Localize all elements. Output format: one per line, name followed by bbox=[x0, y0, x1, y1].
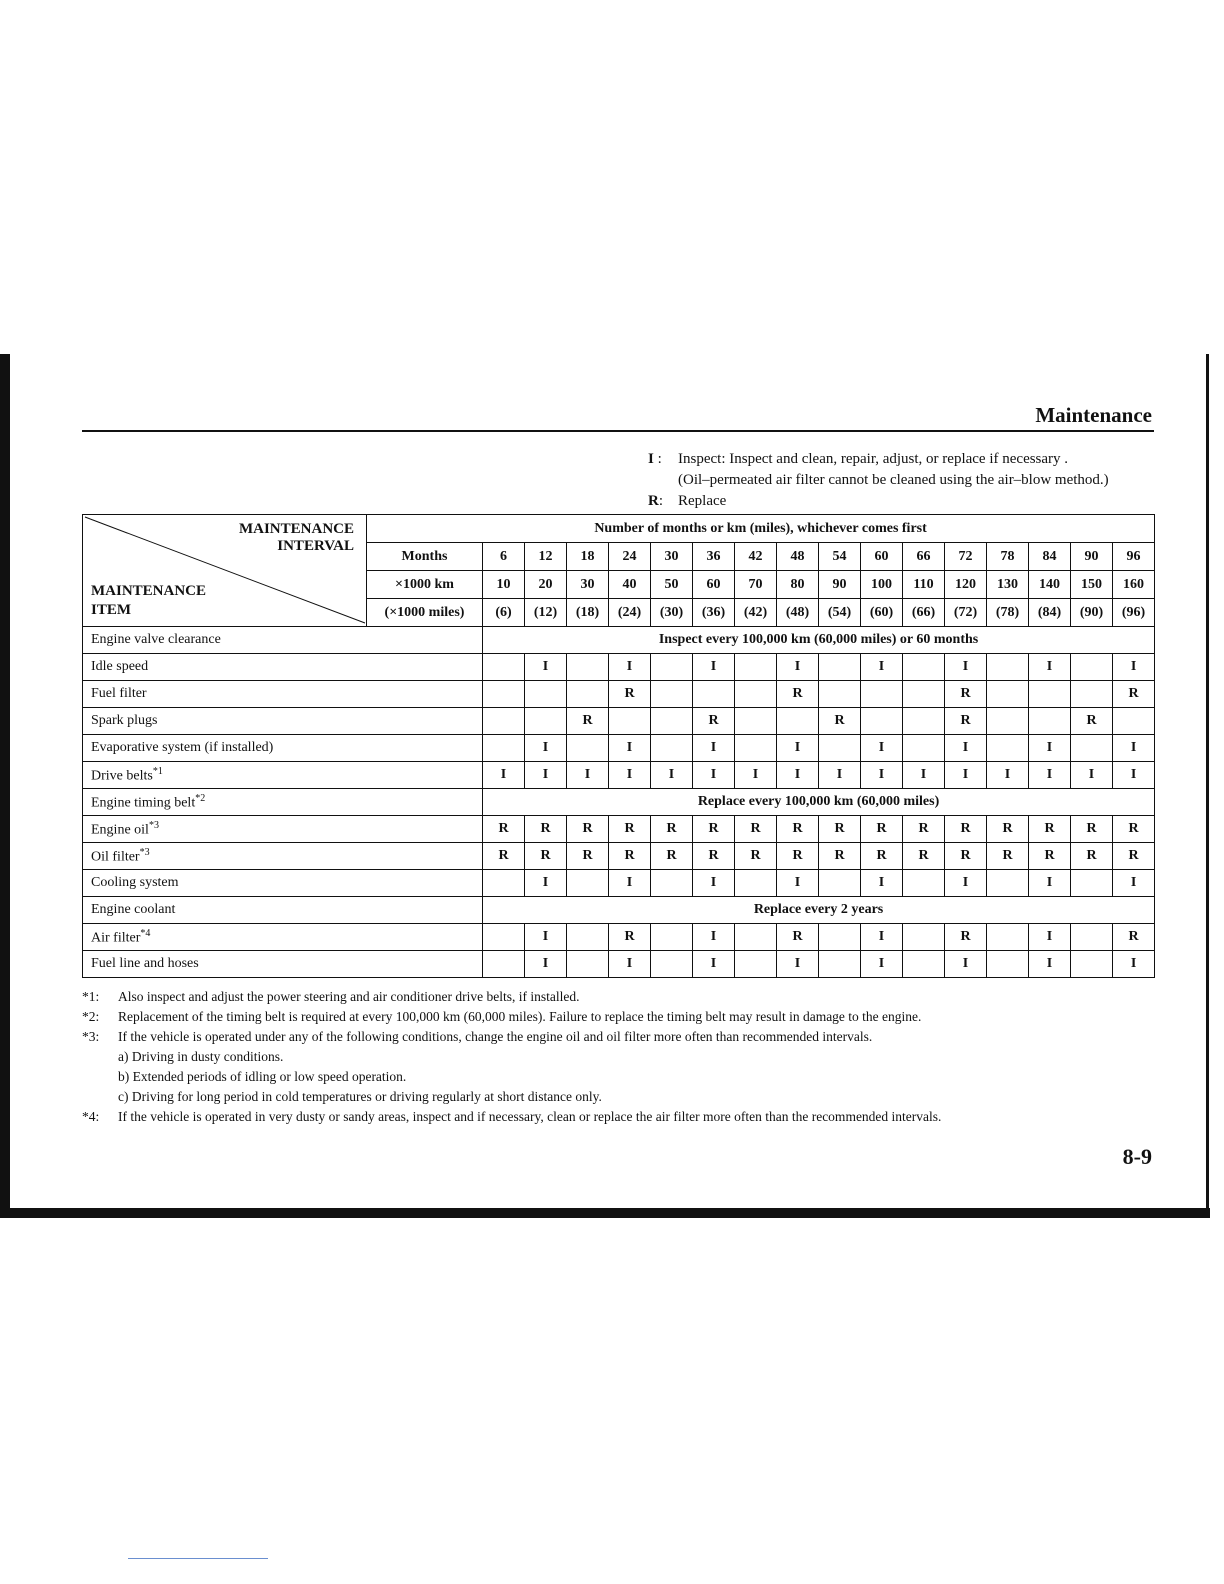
km-value: 70 bbox=[735, 571, 777, 599]
schedule-cell: R bbox=[609, 681, 651, 708]
schedule-cell: R bbox=[777, 681, 819, 708]
km-value: 10 bbox=[483, 571, 525, 599]
item-label: Evaporative system (if installed) bbox=[91, 740, 274, 755]
months-value: 54 bbox=[819, 543, 861, 571]
schedule-cell bbox=[861, 681, 903, 708]
schedule-cell bbox=[735, 735, 777, 762]
footnote-text: a) Driving in dusty conditions. bbox=[118, 1049, 284, 1064]
months-value: 24 bbox=[609, 543, 651, 571]
schedule-cell bbox=[735, 654, 777, 681]
schedule-cell: R bbox=[945, 681, 987, 708]
schedule-cell bbox=[819, 951, 861, 978]
months-value: 66 bbox=[903, 543, 945, 571]
page-left-border bbox=[0, 354, 10, 1218]
footnote-text: c) Driving for long period in cold temperatures or driving regularly at short distance only. bbox=[118, 1089, 602, 1104]
schedule-cell: R bbox=[945, 708, 987, 735]
months-value: 42 bbox=[735, 543, 777, 571]
schedule-cell bbox=[651, 924, 693, 951]
schedule-cell: R bbox=[693, 843, 735, 870]
schedule-cell bbox=[903, 924, 945, 951]
schedule-cell bbox=[819, 924, 861, 951]
schedule-cell: R bbox=[777, 924, 819, 951]
schedule-cell: R bbox=[1071, 843, 1113, 870]
legend-inspect: I : Inspect: Inspect and clean, repair, adjust, or replace if necessary . bbox=[648, 449, 1109, 470]
maintenance-item bbox=[83, 735, 483, 762]
schedule-cell bbox=[1071, 951, 1113, 978]
footnote bbox=[82, 1107, 1162, 1127]
schedule-cell: I bbox=[1113, 654, 1155, 681]
schedule-cell bbox=[1071, 924, 1113, 951]
maintenance-item bbox=[83, 708, 483, 735]
legend-r-text: Replace bbox=[678, 493, 727, 509]
km-value: 30 bbox=[567, 571, 609, 599]
schedule-cell: I bbox=[693, 951, 735, 978]
item-label: Spark plugs bbox=[91, 713, 158, 728]
miles-value: (24) bbox=[609, 599, 651, 627]
schedule-cell: R bbox=[1071, 708, 1113, 735]
schedule-cell bbox=[525, 708, 567, 735]
schedule-cell bbox=[651, 654, 693, 681]
miles-value: (42) bbox=[735, 599, 777, 627]
table-row bbox=[83, 681, 1155, 708]
months-value: 60 bbox=[861, 543, 903, 571]
schedule-cell: R bbox=[1113, 924, 1155, 951]
miles-value: (30) bbox=[651, 599, 693, 627]
schedule-cell bbox=[567, 870, 609, 897]
schedule-cell: I bbox=[861, 654, 903, 681]
maintenance-item bbox=[83, 789, 483, 816]
schedule-cell bbox=[819, 681, 861, 708]
km-value: 140 bbox=[1029, 571, 1071, 599]
schedule-cell bbox=[567, 654, 609, 681]
schedule-cell: I bbox=[987, 762, 1029, 789]
schedule-cell: R bbox=[777, 843, 819, 870]
km-value: 50 bbox=[651, 571, 693, 599]
item-label: Fuel line and hoses bbox=[91, 956, 199, 971]
miles-value: (18) bbox=[567, 599, 609, 627]
maintenance-schedule-table bbox=[82, 514, 1155, 978]
schedule-cell: I bbox=[945, 735, 987, 762]
maintenance-item bbox=[83, 951, 483, 978]
schedule-cell bbox=[903, 735, 945, 762]
corner-item-label: MAINTENANCE ITEM bbox=[91, 583, 207, 618]
schedule-cell: I bbox=[651, 762, 693, 789]
schedule-cell: I bbox=[1029, 924, 1071, 951]
schedule-cell bbox=[819, 654, 861, 681]
schedule-cell: R bbox=[609, 843, 651, 870]
km-value: 110 bbox=[903, 571, 945, 599]
schedule-cell: R bbox=[735, 843, 777, 870]
footnote bbox=[82, 987, 1162, 1007]
schedule-cell: I bbox=[693, 924, 735, 951]
table-row bbox=[83, 897, 1155, 924]
schedule-cell bbox=[735, 924, 777, 951]
schedule-cell: R bbox=[987, 843, 1029, 870]
maintenance-item bbox=[83, 843, 483, 870]
section-title: Maintenance bbox=[1035, 403, 1152, 427]
schedule-cell: I bbox=[777, 762, 819, 789]
schedule-cell bbox=[903, 951, 945, 978]
months-value: 12 bbox=[525, 543, 567, 571]
schedule-cell bbox=[735, 870, 777, 897]
km-value: 40 bbox=[609, 571, 651, 599]
item-label: Cooling system bbox=[91, 875, 179, 890]
miles-value: (96) bbox=[1113, 599, 1155, 627]
schedule-cell bbox=[483, 708, 525, 735]
schedule-cell: I bbox=[945, 654, 987, 681]
item-label: Drive belts bbox=[91, 768, 153, 784]
schedule-cell: I bbox=[945, 870, 987, 897]
km-value: 80 bbox=[777, 571, 819, 599]
km-value: 100 bbox=[861, 571, 903, 599]
schedule-cell: R bbox=[1113, 843, 1155, 870]
schedule-cell: R bbox=[945, 843, 987, 870]
months-value: 78 bbox=[987, 543, 1029, 571]
footnotes bbox=[82, 987, 1162, 1127]
footnote-text: Replacement of the timing belt is required at every 100,000 km (60,000 miles). Failure to replace the timing belt may result in damage to the engine. bbox=[118, 1009, 922, 1024]
schedule-cell: I bbox=[525, 870, 567, 897]
schedule-cell: R bbox=[735, 816, 777, 843]
schedule-cell: R bbox=[903, 816, 945, 843]
schedule-cell: I bbox=[1113, 870, 1155, 897]
footnote-mark: *4: bbox=[82, 1109, 100, 1124]
schedule-cell bbox=[483, 870, 525, 897]
months-value: 18 bbox=[567, 543, 609, 571]
schedule-cell bbox=[651, 681, 693, 708]
schedule-cell: I bbox=[1029, 870, 1071, 897]
schedule-cell bbox=[609, 708, 651, 735]
schedule-cell: R bbox=[525, 843, 567, 870]
schedule-cell: R bbox=[567, 816, 609, 843]
table-row bbox=[83, 951, 1155, 978]
schedule-cell bbox=[567, 924, 609, 951]
miles-value: (78) bbox=[987, 599, 1029, 627]
miles-value: (36) bbox=[693, 599, 735, 627]
schedule-cell: R bbox=[903, 843, 945, 870]
schedule-cell bbox=[987, 951, 1029, 978]
schedule-cell bbox=[987, 708, 1029, 735]
schedule-cell: I bbox=[609, 735, 651, 762]
interval-header: Number of months or km (miles), whichever comes first bbox=[367, 515, 1155, 543]
schedule-cell: I bbox=[903, 762, 945, 789]
schedule-cell: R bbox=[693, 816, 735, 843]
schedule-cell: I bbox=[861, 762, 903, 789]
schedule-cell: R bbox=[567, 843, 609, 870]
schedule-cell bbox=[987, 735, 1029, 762]
schedule-cell bbox=[567, 735, 609, 762]
footnote-ref: *2 bbox=[195, 792, 206, 804]
table-row bbox=[83, 627, 1155, 654]
schedule-cell: I bbox=[861, 735, 903, 762]
schedule-cell: I bbox=[1029, 762, 1071, 789]
months-value: 36 bbox=[693, 543, 735, 571]
item-label: Air filter bbox=[91, 930, 141, 946]
footnote-mark: *3: bbox=[82, 1029, 100, 1044]
table-row bbox=[83, 735, 1155, 762]
schedule-cell: I bbox=[525, 951, 567, 978]
item-label: Engine coolant bbox=[91, 902, 176, 917]
schedule-cell bbox=[567, 681, 609, 708]
miles-label: (×1000 miles) bbox=[367, 599, 483, 627]
schedule-cell: R bbox=[987, 816, 1029, 843]
schedule-cell bbox=[1071, 870, 1113, 897]
schedule-cell: I bbox=[609, 870, 651, 897]
schedule-cell: I bbox=[693, 654, 735, 681]
schedule-cell: I bbox=[609, 951, 651, 978]
schedule-cell bbox=[819, 870, 861, 897]
miles-value: (60) bbox=[861, 599, 903, 627]
schedule-cell: I bbox=[777, 735, 819, 762]
schedule-cell: R bbox=[819, 843, 861, 870]
corner-interval-label: MAINTENANCE INTERVAL bbox=[238, 521, 354, 554]
schedule-cell bbox=[903, 654, 945, 681]
schedule-cell bbox=[735, 681, 777, 708]
footnote-ref: *4 bbox=[140, 927, 151, 939]
legend-i-note: (Oil–permeated air filter cannot be cleaned using the air–blow method.) bbox=[678, 472, 1109, 488]
schedule-cell: I bbox=[819, 762, 861, 789]
schedule-cell bbox=[987, 924, 1029, 951]
schedule-cell: R bbox=[1029, 843, 1071, 870]
km-value: 60 bbox=[693, 571, 735, 599]
schedule-cell: R bbox=[609, 816, 651, 843]
schedule-cell: I bbox=[525, 654, 567, 681]
schedule-cell: R bbox=[651, 816, 693, 843]
schedule-cell: R bbox=[483, 843, 525, 870]
schedule-cell bbox=[651, 951, 693, 978]
schedule-cell bbox=[1071, 654, 1113, 681]
miles-value: (66) bbox=[903, 599, 945, 627]
schedule-cell bbox=[525, 681, 567, 708]
km-label: ×1000 km bbox=[367, 571, 483, 599]
km-value: 20 bbox=[525, 571, 567, 599]
schedule-cell bbox=[987, 870, 1029, 897]
legend-r-code: R bbox=[648, 493, 659, 509]
schedule-cell: R bbox=[567, 708, 609, 735]
schedule-cell: I bbox=[735, 762, 777, 789]
schedule-cell: I bbox=[483, 762, 525, 789]
schedule-cell: I bbox=[945, 951, 987, 978]
item-label: Engine timing belt bbox=[91, 795, 196, 811]
km-value: 150 bbox=[1071, 571, 1113, 599]
months-value: 90 bbox=[1071, 543, 1113, 571]
km-value: 130 bbox=[987, 571, 1029, 599]
schedule-cell: I bbox=[861, 924, 903, 951]
schedule-cell: I bbox=[861, 951, 903, 978]
miles-value: (90) bbox=[1071, 599, 1113, 627]
miles-value: (84) bbox=[1029, 599, 1071, 627]
item-label: Idle speed bbox=[91, 659, 149, 674]
legend-i-text: Inspect: Inspect and clean, repair, adjust, or replace if necessary . bbox=[678, 451, 1069, 467]
table-row bbox=[83, 924, 1155, 951]
schedule-cell: I bbox=[1029, 654, 1071, 681]
months-value: 96 bbox=[1113, 543, 1155, 571]
footnote-ref: *3 bbox=[148, 819, 159, 831]
schedule-cell: R bbox=[945, 816, 987, 843]
footnote-text: If the vehicle is operated under any of the following conditions, change the engine oil and oil filter more often than recommended intervals. bbox=[118, 1029, 873, 1044]
schedule-cell: I bbox=[777, 870, 819, 897]
schedule-cell: R bbox=[1071, 816, 1113, 843]
miles-value: (48) bbox=[777, 599, 819, 627]
bottom-link-underline bbox=[128, 1558, 268, 1559]
footnote-ref: *1 bbox=[152, 765, 163, 777]
schedule-cell: R bbox=[609, 924, 651, 951]
page-right-border bbox=[1206, 354, 1209, 1218]
schedule-cell: I bbox=[693, 735, 735, 762]
footnote bbox=[82, 1087, 1162, 1107]
footnote bbox=[82, 1067, 1162, 1087]
schedule-cell bbox=[1113, 708, 1155, 735]
maintenance-item bbox=[83, 897, 483, 924]
footnote bbox=[82, 1007, 1162, 1027]
schedule-cell bbox=[735, 708, 777, 735]
schedule-cell bbox=[651, 870, 693, 897]
km-value: 160 bbox=[1113, 571, 1155, 599]
maintenance-item bbox=[83, 816, 483, 843]
schedule-cell: I bbox=[567, 762, 609, 789]
item-label: Fuel filter bbox=[91, 686, 147, 701]
schedule-cell bbox=[903, 870, 945, 897]
table-row bbox=[83, 870, 1155, 897]
schedule-cell bbox=[861, 708, 903, 735]
schedule-cell: R bbox=[651, 843, 693, 870]
title-rule bbox=[82, 430, 1154, 432]
months-value: 72 bbox=[945, 543, 987, 571]
footnote-text: b) Extended periods of idling or low speed operation. bbox=[118, 1069, 407, 1084]
schedule-span-note: Replace every 100,000 km (60,000 miles) bbox=[483, 789, 1155, 816]
table-row bbox=[83, 789, 1155, 816]
months-value: 30 bbox=[651, 543, 693, 571]
schedule-cell: R bbox=[819, 708, 861, 735]
miles-value: (6) bbox=[483, 599, 525, 627]
schedule-cell: I bbox=[525, 762, 567, 789]
schedule-cell bbox=[483, 681, 525, 708]
months-value: 6 bbox=[483, 543, 525, 571]
schedule-cell: I bbox=[1029, 951, 1071, 978]
maintenance-item bbox=[83, 681, 483, 708]
schedule-cell: I bbox=[1029, 735, 1071, 762]
schedule-cell bbox=[1071, 681, 1113, 708]
schedule-cell bbox=[987, 681, 1029, 708]
schedule-cell: I bbox=[693, 870, 735, 897]
schedule-cell: R bbox=[1029, 816, 1071, 843]
item-label: Oil filter bbox=[91, 849, 140, 865]
months-value: 48 bbox=[777, 543, 819, 571]
schedule-cell: I bbox=[525, 924, 567, 951]
schedule-cell: R bbox=[861, 816, 903, 843]
footnote-text: Also inspect and adjust the power steering and air conditioner drive belts, if installed. bbox=[118, 989, 580, 1004]
maintenance-item bbox=[83, 924, 483, 951]
schedule-cell bbox=[651, 708, 693, 735]
schedule-span-note: Replace every 2 years bbox=[483, 897, 1155, 924]
schedule-cell: I bbox=[1113, 951, 1155, 978]
schedule-cell bbox=[735, 951, 777, 978]
schedule-cell: R bbox=[693, 708, 735, 735]
footnote bbox=[82, 1027, 1162, 1047]
footnote bbox=[82, 1047, 1162, 1067]
schedule-cell: R bbox=[1113, 681, 1155, 708]
footnote-text: If the vehicle is operated in very dusty or sandy areas, inspect and if necessary, clean or replace the air filter more often than the recommended intervals. bbox=[118, 1109, 942, 1124]
schedule-cell: R bbox=[777, 816, 819, 843]
schedule-cell: I bbox=[525, 735, 567, 762]
months-label: Months bbox=[367, 543, 483, 571]
miles-value: (12) bbox=[525, 599, 567, 627]
schedule-cell bbox=[819, 735, 861, 762]
schedule-cell bbox=[693, 681, 735, 708]
schedule-cell bbox=[483, 735, 525, 762]
maintenance-item bbox=[83, 627, 483, 654]
schedule-cell: R bbox=[861, 843, 903, 870]
footnote-ref: *3 bbox=[139, 846, 150, 858]
schedule-cell: I bbox=[945, 762, 987, 789]
schedule-cell bbox=[903, 708, 945, 735]
schedule-cell: I bbox=[1113, 762, 1155, 789]
schedule-cell: R bbox=[1113, 816, 1155, 843]
schedule-cell: I bbox=[1071, 762, 1113, 789]
schedule-cell bbox=[1029, 681, 1071, 708]
schedule-cell: I bbox=[609, 654, 651, 681]
item-label: Engine oil bbox=[91, 822, 149, 838]
schedule-cell: I bbox=[609, 762, 651, 789]
schedule-cell bbox=[1071, 735, 1113, 762]
schedule-cell bbox=[1029, 708, 1071, 735]
page-number: 8-9 bbox=[1122, 1144, 1152, 1169]
maintenance-item bbox=[83, 870, 483, 897]
schedule-cell: R bbox=[945, 924, 987, 951]
maintenance-item bbox=[83, 762, 483, 789]
footnote-mark: *2: bbox=[82, 1009, 100, 1024]
schedule-cell bbox=[777, 708, 819, 735]
table-row bbox=[83, 816, 1155, 843]
miles-value: (72) bbox=[945, 599, 987, 627]
schedule-cell: I bbox=[861, 870, 903, 897]
table-row bbox=[83, 654, 1155, 681]
schedule-cell: I bbox=[693, 762, 735, 789]
page-bottom-border bbox=[0, 1208, 1210, 1218]
schedule-cell bbox=[903, 681, 945, 708]
table-row bbox=[83, 708, 1155, 735]
km-value: 90 bbox=[819, 571, 861, 599]
legend bbox=[648, 449, 1109, 512]
schedule-cell: R bbox=[819, 816, 861, 843]
item-label: Engine valve clearance bbox=[91, 632, 221, 647]
km-value: 120 bbox=[945, 571, 987, 599]
footnote-mark: *1: bbox=[82, 989, 100, 1004]
schedule-cell: R bbox=[525, 816, 567, 843]
table-row bbox=[83, 762, 1155, 789]
header-corner-cell bbox=[83, 515, 367, 627]
schedule-cell: I bbox=[1113, 735, 1155, 762]
legend-replace: R: Replace bbox=[648, 491, 1109, 512]
table-row bbox=[83, 843, 1155, 870]
schedule-cell bbox=[483, 951, 525, 978]
schedule-cell bbox=[567, 951, 609, 978]
schedule-cell: I bbox=[777, 951, 819, 978]
schedule-cell: I bbox=[777, 654, 819, 681]
months-value: 84 bbox=[1029, 543, 1071, 571]
maintenance-item bbox=[83, 654, 483, 681]
schedule-span-note: Inspect every 100,000 km (60,000 miles) or 60 months bbox=[483, 627, 1155, 654]
schedule-cell bbox=[651, 735, 693, 762]
legend-i-code: I bbox=[648, 451, 654, 467]
legend-inspect-note bbox=[648, 470, 1109, 491]
miles-value: (54) bbox=[819, 599, 861, 627]
schedule-cell bbox=[483, 654, 525, 681]
schedule-cell bbox=[987, 654, 1029, 681]
schedule-cell bbox=[483, 924, 525, 951]
schedule-cell: R bbox=[483, 816, 525, 843]
